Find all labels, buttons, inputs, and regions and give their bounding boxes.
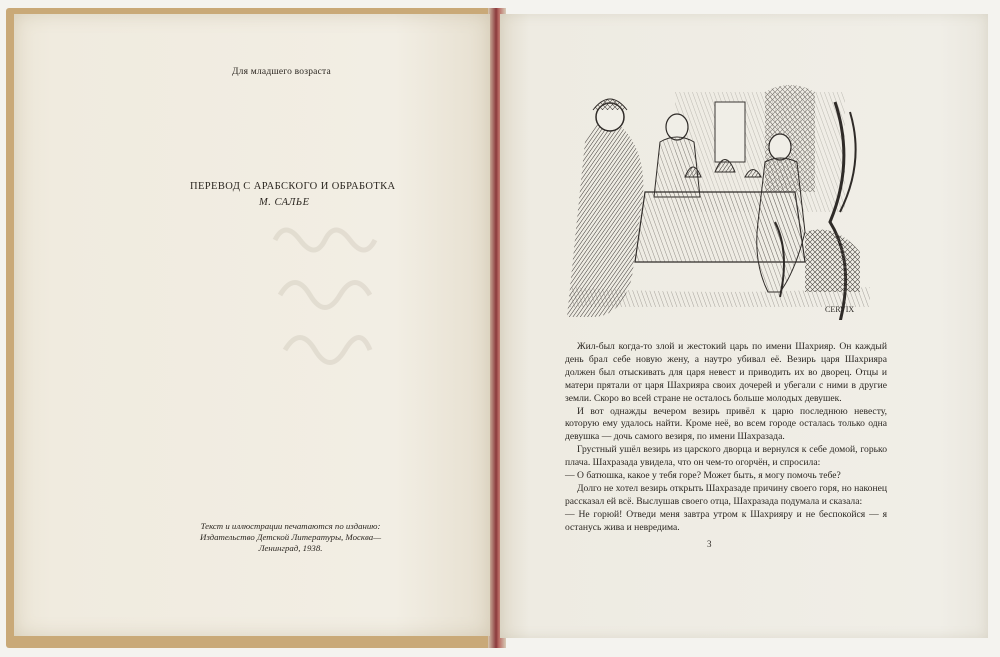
story-text <box>565 341 887 535</box>
translator-name: М. САЛЬЕ <box>259 197 310 208</box>
imprint-note: Текст и иллюстрации печатаются по изданию: Издательство Детской Литературы, Москва—Ленинград, 1938. <box>199 521 382 553</box>
paragraph: Долго не хотел везирь открыть Шахразаде причину своего горя, но наконец рассказал ей всё. Выслушав своего отца, Шахразада подумала и сказала: <box>565 482 887 507</box>
illustration-image <box>565 82 873 320</box>
paragraph: Жил-был когда-то злой и жестокий царь по имени Шахрияр. Он каждый день брал себе новую жену, а наутро убивал её. Везирь царя Шахрияра должен был отыскивать для царя невест и приводить их во дворец. Отцы и матери прятали от царя Шахрияра своих дочерей и убегали с ними в другие земли. Скоро во всей стране не осталось больше молодых девушек. <box>565 341 887 404</box>
page-number: 3 <box>707 539 712 549</box>
engraving-illustration <box>565 82 873 320</box>
show-through-ghost-icon <box>255 200 405 400</box>
age-line: Для младшего возраста <box>232 67 331 77</box>
translation-credit: ПЕРЕВОД С АРАБСКОГО И ОБРАБОТКА <box>190 181 396 192</box>
paragraph: Грустный ушёл везирь из царского дворца и вернулся к себе домой, горько плача. Шахразада увидела, что он чем-то огорчён, и спросила: <box>565 444 887 469</box>
show-through-ghost-text <box>255 200 405 412</box>
illustration-signature: CERVIX <box>825 305 855 314</box>
paragraph: — О батюшка, какое у тебя горе? Может быть, я могу помочь тебе? <box>565 470 841 482</box>
paragraph: И вот однажды вечером везирь привёл к царю последнюю невесту, которую ему удалось найти. Кроме неё, во всем городе осталась только одна девушка — дочь самого везиря, по имени Шахразада. <box>565 405 887 443</box>
paragraph: — Не горюй! Отведи меня завтра утром к Шахрияру и не беспокойся — я останусь жива и невредима. <box>565 508 887 533</box>
